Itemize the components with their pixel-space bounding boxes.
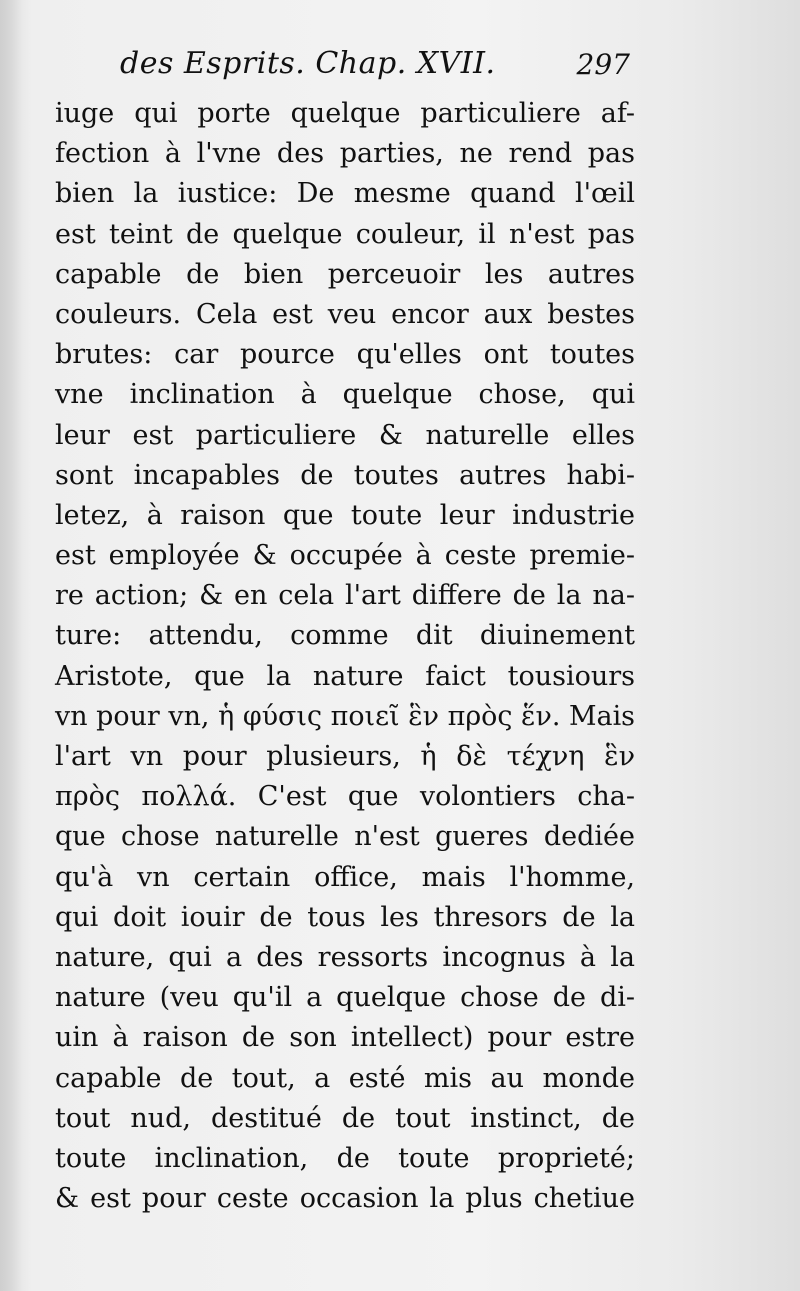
text-line: Aristote, que la nature faict tousiours — [55, 660, 635, 692]
text-line: re action; & en cela l'art differe de la na- — [55, 580, 635, 612]
text-line: vne inclination à quelque chose, qui — [55, 379, 635, 411]
text-line: couleurs. Cela est veu encor aux bestes — [55, 298, 635, 330]
page-number: 297 — [576, 48, 630, 81]
text-line: & est pour ceste occasion la plus chetiue — [55, 1183, 635, 1215]
text-line: est employée & occupée à ceste premie- — [55, 540, 635, 572]
text-line: uin à raison de son intellect) pour estre — [55, 1022, 635, 1054]
text-line: nature (veu qu'il a quelque chose de di- — [55, 982, 635, 1014]
text-line: toute inclination, de toute proprieté; — [55, 1142, 635, 1174]
text-line: vn pour vn, ἡ φύσις ποιεῖ ἓν πρὸς ἕν. Mais — [55, 700, 635, 732]
page-header — [120, 40, 630, 90]
text-line: est teint de quelque couleur, il n'est pas — [55, 218, 635, 250]
text-line: sont incapables de toutes autres habi- — [55, 459, 635, 491]
text-line: iuge qui porte quelque particuliere af- — [55, 98, 635, 129]
text-line: nature, qui a des ressorts incognus à la — [55, 941, 635, 973]
running-title: des Esprits. Chap. XVII. — [120, 46, 496, 81]
text-line: que chose naturelle n'est gueres dediée — [55, 821, 635, 853]
text-line: brutes: car pource qu'elles ont toutes — [55, 339, 635, 371]
text-line: capable de tout, a esté mis au monde — [55, 1062, 635, 1094]
text-line: πρὸς πολλά. C'est que volontiers cha- — [55, 781, 635, 813]
text-line: l'art vn pour plusieurs, ἡ δὲ τέχνη ἓν — [55, 741, 635, 772]
text-line: fection à l'vne des parties, ne rend pas — [55, 138, 635, 170]
text-line: leur est particuliere & naturelle elles — [55, 419, 635, 451]
text-line: qu'à vn certain office, mais l'homme, — [55, 861, 635, 893]
text-line: letez, à raison que toute leur industrie — [55, 499, 635, 531]
text-line: qui doit iouir de tous les thresors de la — [55, 901, 635, 933]
text-line: capable de bien perceuoir les autres — [55, 258, 635, 290]
text-line: ture: attendu, comme dit diuinement — [55, 620, 635, 652]
body-text — [55, 94, 635, 1219]
page-gutter-shadow — [0, 0, 22, 1291]
text-line: tout nud, destitué de tout instinct, de — [55, 1102, 635, 1134]
text-line: bien la iustice: De mesme quand l'œil — [55, 178, 635, 210]
